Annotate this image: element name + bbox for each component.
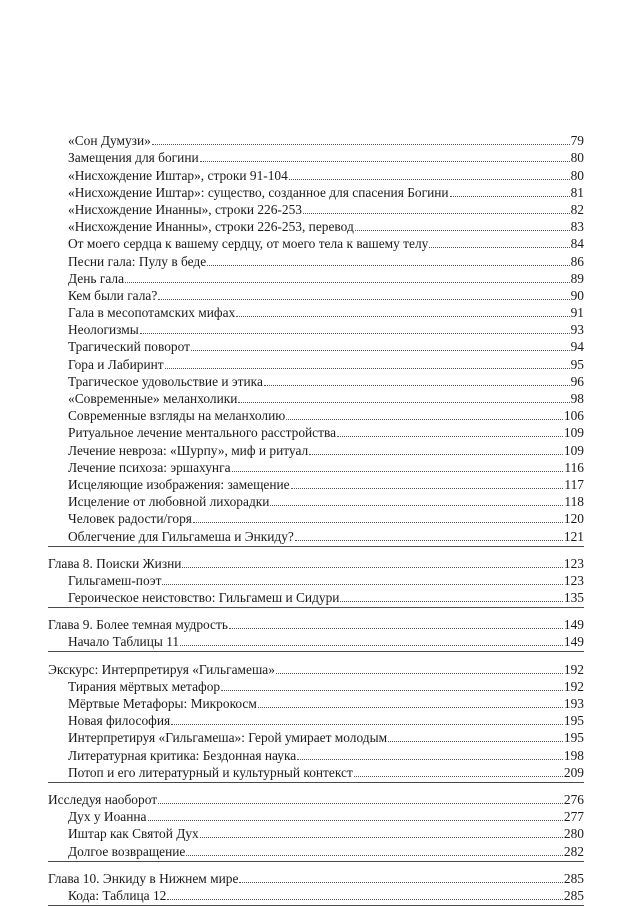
toc-leader-dots — [297, 759, 563, 760]
toc-entry[interactable] — [48, 475, 584, 492]
toc-chapter-entry[interactable] — [48, 659, 584, 676]
toc-entry[interactable] — [48, 148, 584, 165]
toc-entry[interactable] — [48, 165, 584, 182]
toc-leader-dots — [158, 803, 563, 804]
toc-entry-title: Потоп и его литературный и культурный контекст — [68, 764, 353, 780]
toc-page-number: 94 — [570, 339, 584, 355]
toc-page-number: 89 — [570, 270, 584, 286]
toc-page-number: 277 — [563, 809, 584, 825]
toc-leader-dots — [162, 584, 562, 585]
toc-entry[interactable] — [48, 372, 584, 389]
toc-entry[interactable] — [48, 509, 584, 526]
toc-leader-dots — [450, 196, 570, 197]
toc-leader-dots — [337, 436, 563, 437]
toc-page-number: 282 — [563, 843, 584, 859]
toc-page-number: 80 — [570, 167, 584, 183]
toc-entry[interactable] — [48, 423, 584, 440]
toc-entry-title: Иштар как Святой Дух — [68, 826, 199, 842]
toc-entry[interactable] — [48, 406, 584, 423]
toc-entry-title: Неологизмы — [68, 322, 139, 338]
toc-page-number: 90 — [570, 287, 584, 303]
toc-leader-dots — [148, 820, 563, 821]
toc-entry[interactable] — [48, 492, 584, 509]
toc-page-number: 198 — [563, 747, 584, 763]
toc-page-number: 81 — [570, 184, 584, 200]
toc-entry[interactable] — [48, 251, 584, 268]
toc-leader-dots — [236, 316, 569, 317]
toc-leader-dots — [355, 230, 570, 231]
toc-entry-title: Трагическое удовольствие и этика — [68, 373, 263, 389]
toc-page-number: 149 — [563, 617, 584, 633]
toc-entry[interactable] — [48, 763, 584, 780]
toc-chapter-entry[interactable] — [48, 790, 584, 807]
toc-leader-dots — [286, 419, 563, 420]
toc-page-number: 118 — [564, 494, 584, 510]
toc-page-number: 195 — [563, 730, 584, 746]
toc-leader-dots — [165, 368, 570, 369]
toc-leader-dots — [191, 350, 570, 351]
toc-page-number: 95 — [570, 356, 584, 372]
toc-leader-dots — [340, 601, 562, 602]
toc-leader-dots — [229, 628, 563, 629]
toc-leader-dots — [238, 402, 569, 403]
toc-entry-title: От моего сердца к вашему сердцу, от моего тела к вашему телу — [68, 236, 429, 252]
toc-leader-dots — [200, 161, 570, 162]
toc-entry-title: «Нисхождение Инанны», строки 226-253, перевод — [68, 219, 354, 235]
toc-entry[interactable] — [48, 303, 584, 320]
toc-entry-title: Ритуальное лечение ментального расстройства — [68, 425, 337, 441]
toc-entry[interactable] — [48, 131, 584, 148]
toc-entry-title: Глава 9. Более темная мудрость — [48, 617, 228, 633]
toc-page-number: 209 — [563, 764, 584, 780]
toc-leader-dots — [232, 471, 564, 472]
toc-page-number: 123 — [563, 555, 584, 571]
toc-page-number: 93 — [570, 322, 584, 338]
toc-chapter-entry[interactable] — [48, 554, 584, 571]
toc-entry[interactable] — [48, 807, 584, 824]
toc-entry-title: Лечение психоза: эршахунга — [68, 459, 231, 475]
toc-entry-title: Новая философия — [68, 713, 171, 729]
toc-leader-dots — [276, 673, 563, 674]
toc-page-number: 83 — [570, 219, 584, 235]
toc-leader-dots — [295, 540, 563, 541]
toc-entry-title: Замещения для богини — [68, 150, 199, 166]
toc-page-number: 149 — [563, 634, 584, 650]
toc-entry[interactable] — [48, 841, 584, 858]
toc-entry-title: Экскурс: Интерпретируя «Гильгамеша» — [48, 661, 275, 677]
toc-entry-title: Гора и Лабиринт — [68, 356, 164, 372]
toc-entry-title: «Современные» меланхолики — [68, 391, 238, 406]
toc-page-number: 285 — [563, 870, 584, 886]
toc-entry-title: Глава 8. Поиски Жизни — [48, 555, 182, 571]
toc-group — [48, 554, 584, 609]
toc-page-number: 135 — [563, 590, 584, 606]
toc-page-number: 192 — [563, 678, 584, 694]
toc-page-number: 120 — [563, 511, 584, 527]
toc-group — [48, 659, 584, 782]
toc-leader-dots — [180, 645, 563, 646]
toc-entry-title: Трагический поворот — [68, 339, 190, 355]
toc-entry-title: Исцеление от любовной лихорадки — [68, 494, 270, 510]
toc-leader-dots — [264, 385, 570, 386]
toc-entry-title: Мёртвые Метафоры: Микрокосм — [68, 696, 257, 711]
toc-leader-dots — [303, 213, 570, 214]
toc-entry[interactable] — [48, 526, 584, 543]
toc-entry[interactable] — [48, 217, 584, 234]
toc-leader-dots — [258, 707, 563, 708]
toc-entry-title: «Нисхождение Иштар», строки 91-104 — [68, 167, 288, 183]
toc-entry[interactable] — [48, 458, 584, 475]
toc-entry[interactable] — [48, 183, 584, 200]
toc-leader-dots — [125, 282, 570, 283]
toc-leader-dots — [200, 837, 563, 838]
toc-leader-dots — [429, 247, 569, 248]
toc-group — [48, 615, 584, 652]
toc-page-number: 121 — [563, 528, 584, 544]
toc-leader-dots — [291, 488, 564, 489]
table-of-contents — [48, 131, 584, 906]
toc-page-number: 276 — [563, 791, 584, 807]
toc-entry[interactable] — [48, 440, 584, 457]
toc-entry-title: Облегчение для Гильгамеша и Энкиду? — [68, 528, 294, 544]
toc-entry-title: Глава 10. Энкиду в Нижнем мире — [48, 870, 239, 886]
toc-entry-title: Долгое возвращение — [68, 843, 186, 859]
toc-entry[interactable] — [48, 337, 584, 354]
toc-page-number: 123 — [563, 572, 584, 588]
toc-leader-dots — [171, 724, 563, 725]
toc-entry-title: Литературная критика: Бездонная наука — [68, 747, 297, 763]
toc-group — [48, 790, 584, 862]
toc-page-number: 116 — [564, 459, 584, 475]
toc-leader-dots — [239, 882, 563, 883]
toc-entry[interactable] — [48, 728, 584, 745]
toc-entry-title: Начало Таблицы 11 — [68, 634, 180, 650]
toc-entry-title: Исцеляющие изображения: замещение — [68, 476, 290, 492]
toc-chapter-entry[interactable] — [48, 615, 584, 632]
toc-entry[interactable] — [48, 354, 584, 371]
toc-leader-dots — [186, 855, 563, 856]
toc-entry-title: Гильгамеш-поэт — [68, 572, 162, 588]
toc-leader-dots — [182, 567, 562, 568]
toc-page-number: 109 — [563, 425, 584, 441]
toc-leader-dots — [354, 776, 563, 777]
toc-entry[interactable] — [48, 632, 584, 649]
toc-entry[interactable] — [48, 694, 584, 711]
toc-entry[interactable] — [48, 745, 584, 762]
toc-leader-dots — [270, 505, 563, 506]
toc-entry-title: Кода: Таблица 12 — [68, 887, 167, 903]
toc-entry[interactable] — [48, 234, 584, 251]
toc-entry[interactable] — [48, 824, 584, 841]
toc-entry[interactable] — [48, 286, 584, 303]
toc-entry[interactable] — [48, 711, 584, 728]
toc-page-number: 79 — [570, 133, 584, 149]
toc-leader-dots — [152, 144, 570, 145]
toc-entry-title: «Нисхождение Инанны», строки 226-253 — [68, 201, 302, 217]
toc-page-number: 109 — [563, 442, 584, 458]
toc-leader-dots — [309, 454, 563, 455]
toc-entry-title: Современные взгляды на меланхолию — [68, 408, 286, 424]
toc-leader-dots — [193, 522, 563, 523]
toc-entry-title: Песни гала: Пулу в беде — [68, 253, 207, 269]
toc-page-number: 280 — [563, 826, 584, 842]
toc-entry-title: Человек радости/горя — [68, 511, 192, 527]
toc-page-number: 192 — [563, 661, 584, 677]
toc-entry-title: Тирания мёртвых метафор — [68, 678, 221, 694]
toc-page-number: 106 — [563, 408, 584, 424]
toc-entry[interactable] — [48, 389, 584, 406]
toc-entry[interactable] — [48, 677, 584, 694]
toc-entry-title: Исследуя наоборот — [48, 791, 158, 807]
toc-entry[interactable] — [48, 588, 584, 605]
toc-page-number: 96 — [570, 373, 584, 389]
toc-entry-title: «Сон Думузи» — [68, 133, 151, 149]
toc-entry-title: Лечение невроза: «Шурпу», миф и ритуал — [68, 442, 309, 458]
toc-entry[interactable] — [48, 320, 584, 337]
toc-entry[interactable] — [48, 269, 584, 286]
toc-leader-dots — [158, 299, 569, 300]
toc-entry[interactable] — [48, 886, 584, 903]
toc-entry-title: Гала в месопотамских мифах — [68, 305, 236, 321]
toc-page-number: 98 — [570, 391, 584, 406]
toc-page-number: 84 — [570, 236, 584, 252]
toc-page-number: 193 — [563, 696, 584, 711]
toc-leader-dots — [207, 265, 569, 266]
toc-page-number: 117 — [564, 476, 584, 492]
toc-page-number: 195 — [563, 713, 584, 729]
toc-entry-title: «Нисхождение Иштар»: существо, созданное для спасения Богини — [68, 184, 449, 200]
toc-entry[interactable] — [48, 200, 584, 217]
toc-entry-title: День гала — [68, 270, 125, 286]
toc-page-number: 82 — [570, 201, 584, 217]
toc-page-number: 80 — [570, 150, 584, 166]
toc-leader-dots — [289, 179, 570, 180]
toc-page-number: 86 — [570, 253, 584, 269]
toc-entry[interactable] — [48, 571, 584, 588]
toc-leader-dots — [221, 690, 563, 691]
toc-group — [48, 131, 584, 547]
toc-entry-title: Героическое неистовство: Гильгамеш и Сидури — [68, 590, 340, 606]
toc-entry-title: Дух у Иоанна — [68, 809, 147, 825]
toc-page-number: 91 — [570, 305, 584, 321]
toc-leader-dots — [140, 333, 570, 334]
toc-leader-dots — [388, 741, 563, 742]
toc-chapter-entry[interactable] — [48, 869, 584, 886]
toc-entry-title: Кем были гала? — [68, 287, 158, 303]
toc-group — [48, 869, 584, 906]
toc-entry-title: Интерпретируя «Гильгамеша»: Герой умирает молодым — [68, 730, 388, 746]
toc-page-number: 285 — [563, 887, 584, 903]
